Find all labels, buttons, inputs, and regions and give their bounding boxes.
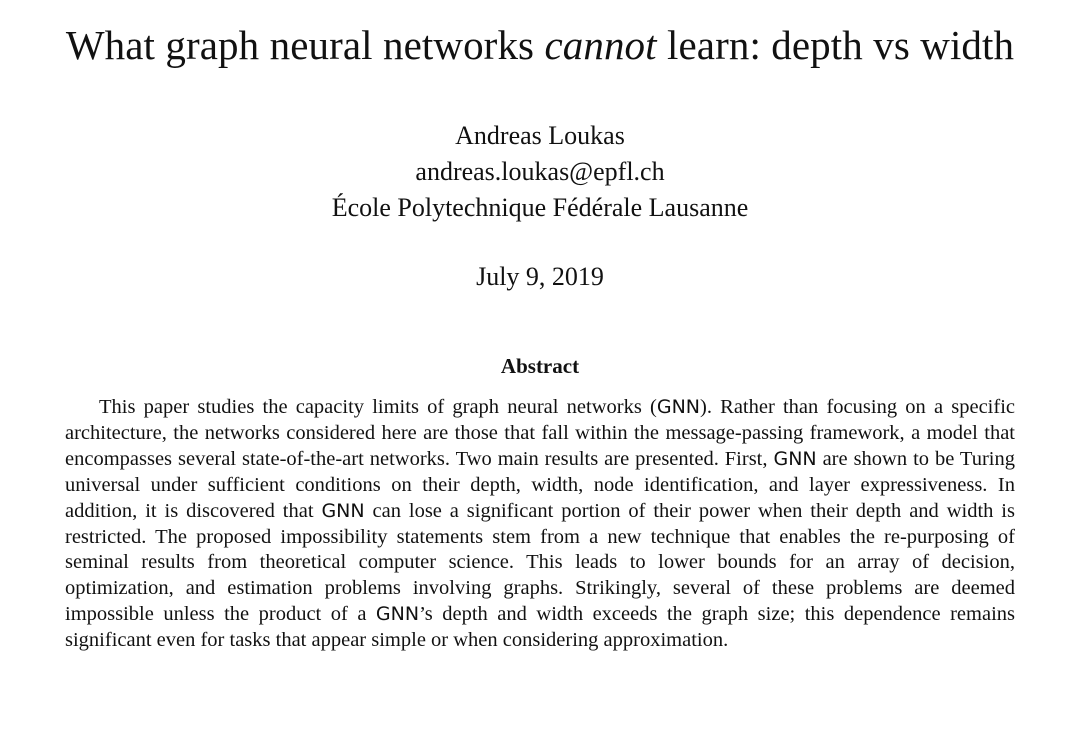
abstract-text: ). Rather than focusing on a specific architecture, the networks considered here are those that fall within the message-passing framework, a model that encompasses several state-of-the-art networks. Two main results are presented. First, <box>65 396 1015 470</box>
paper-date: July 9, 2019 <box>476 262 604 291</box>
abstract-text: can lose a significant portion of their power when their depth and width is restricted. The proposed impossibility statements stem from a new technique that enables the re-purposing of seminal results from theoretical computer science. This leads to lower bounds for an array of decision, optimization, and estimation problems involving graphs. Strikingly, several of these problems are deemed impossible unless the product of a <box>65 499 1015 626</box>
abstract-body <box>65 395 1015 654</box>
acronym-gnn: GNN <box>656 396 700 418</box>
title-part-before: What graph neural networks <box>65 22 545 68</box>
acronym-gnn: GNN <box>321 499 365 522</box>
abstract-text: are shown to be Turing universal under sufficient conditions on their depth, width, node identification, and layer expressiveness. In addition, it is discovered that <box>65 447 1015 522</box>
title-part-after: learn: depth vs width <box>656 22 1015 68</box>
paper-title <box>0 20 1080 70</box>
author-block <box>0 118 1080 226</box>
author-affiliation: École Polytechnique Fédérale Lausanne <box>331 193 749 222</box>
author-name: Andreas Loukas <box>455 121 625 150</box>
abstract-heading: Abstract <box>500 354 580 378</box>
title-emphasis: cannot <box>544 22 657 68</box>
acronym-gnn: GNN <box>375 603 420 626</box>
abstract-text: ’s depth and width exceeds the graph size; this dependence remains significant even for tasks that appear simple or when considering approximation. <box>65 603 1015 652</box>
abstract-text: This paper studies the capacity limits of graph neural networks ( <box>99 396 657 418</box>
author-email: andreas.loukas@epfl.ch <box>415 157 665 186</box>
acronym-gnn: GNN <box>773 447 817 470</box>
